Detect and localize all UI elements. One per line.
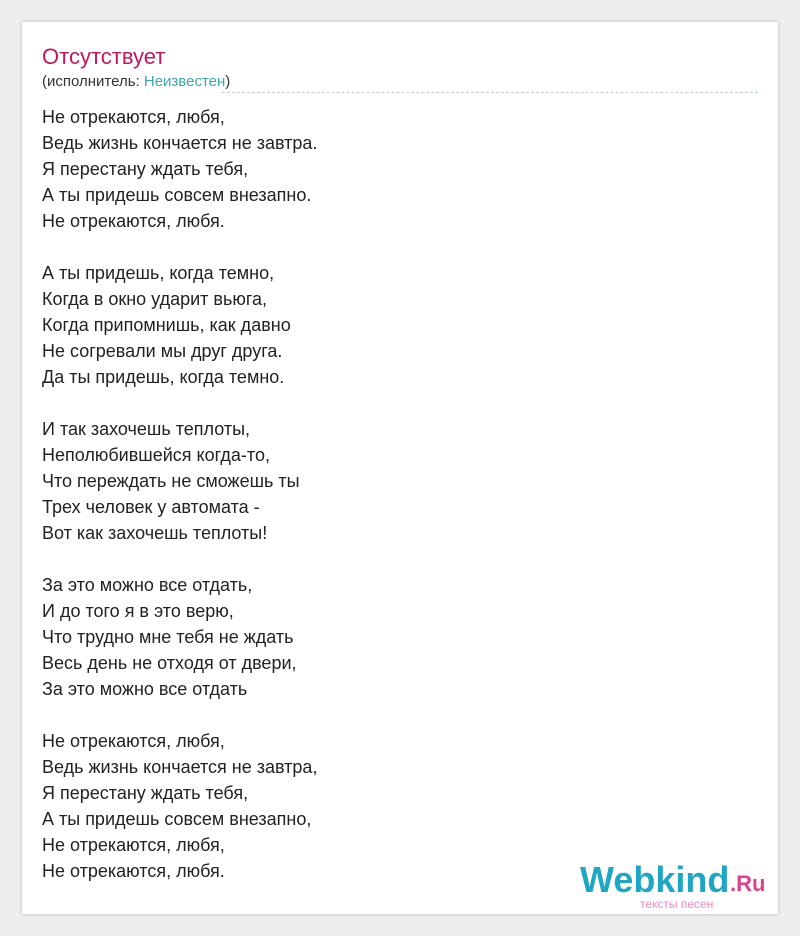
stanza <box>42 728 317 884</box>
lyric-line: Что переждать не сможешь ты <box>42 471 300 491</box>
lyric-line: А ты придешь совсем внезапно. <box>42 185 312 205</box>
lyric-line: Ведь жизнь кончается не завтра, <box>42 757 318 777</box>
lyric-line: Ведь жизнь кончается не завтра. <box>42 133 318 153</box>
lyrics-body <box>42 104 317 910</box>
lyric-line: Не отрекаются, любя, <box>42 107 225 127</box>
lyric-line: Когда припомнишь, как давно <box>42 315 291 335</box>
lyric-line: Не отрекаются, любя. <box>42 211 225 231</box>
lyrics-card <box>22 22 778 914</box>
lyric-line: А ты придешь совсем внезапно, <box>42 809 312 829</box>
lyric-line: Трех человек у автомата - <box>42 497 260 517</box>
lyric-line: А ты придешь, когда темно, <box>42 263 275 283</box>
stanza <box>42 416 317 546</box>
artist-line <box>42 73 230 90</box>
divider <box>222 92 758 93</box>
artist-prefix: (исполнитель: <box>42 73 144 90</box>
lyric-line: Не отрекаются, любя, <box>42 835 225 855</box>
logo-name: Webkind <box>580 859 730 900</box>
site-logo[interactable] <box>580 859 772 911</box>
lyric-line: Я перестану ждать тебя, <box>42 783 249 803</box>
lyric-line: Не отрекаются, любя, <box>42 731 225 751</box>
stanza <box>42 260 317 390</box>
lyric-line: И так захочешь теплоты, <box>42 419 251 439</box>
artist-link[interactable]: Неизвестен <box>143 73 226 90</box>
lyric-line: Не отрекаются, любя. <box>42 861 225 881</box>
lyric-line: Не согревали мы друг друга. <box>42 341 283 361</box>
lyric-line: Неполюбившейся когда-то, <box>42 445 270 465</box>
stanza <box>42 104 317 234</box>
lyric-line: За это можно все отдать, <box>42 575 253 595</box>
lyric-line: За это можно все отдать <box>42 679 248 699</box>
lyric-line: Я перестану ждать тебя, <box>42 159 249 179</box>
artist-suffix: ) <box>225 73 231 90</box>
lyric-line: Когда в окно ударит вьюга, <box>42 289 268 309</box>
song-title: Отсутствует <box>42 44 166 69</box>
logo-tld: .Ru <box>730 871 766 896</box>
stanza <box>42 572 317 702</box>
lyric-line: Весь день не отходя от двери, <box>42 653 297 673</box>
lyric-line: Вот как захочешь теплоты! <box>42 523 268 543</box>
lyric-line: Что трудно мне тебя не ждать <box>42 627 294 647</box>
lyric-line: Да ты придешь, когда темно. <box>42 367 285 387</box>
lyric-line: И до того я в это верю, <box>42 601 234 621</box>
logo-tagline: тексты песен <box>640 897 714 911</box>
